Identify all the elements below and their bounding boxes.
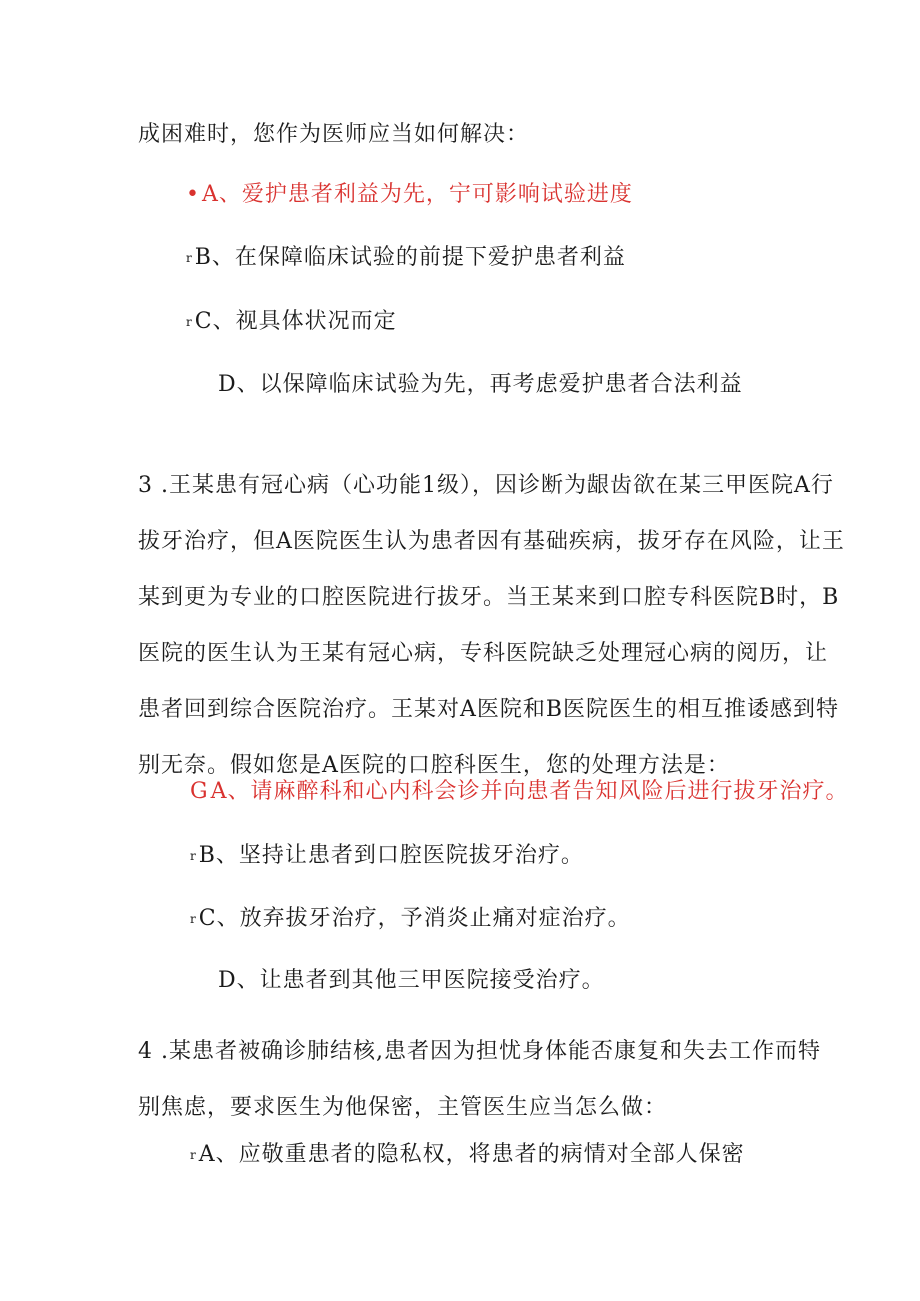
option-label: D、以保障临床试验为先，再考虑爱护患者合法利益 (218, 372, 743, 397)
q4-option-a[interactable] (190, 1140, 745, 1170)
option-label: A、应敬重患者的隐私权，将患者的病情对全部人保密 (198, 1142, 745, 1167)
q3-stem-line: 拔牙治疗，但A医院医生认为患者因有基础疾病，拔牙存在风险，让王 (138, 529, 845, 554)
q3-stem-line: 某到更为专业的口腔医院进行拔牙。当王某来到口腔专科医院B时，B (138, 585, 840, 610)
q3-option-d[interactable] (218, 966, 605, 996)
q3-option-a[interactable] (190, 777, 848, 807)
q4-stem-line: 别焦虑，要求医生为他保密，主管医生应当怎么做： (138, 1095, 668, 1120)
radio-unselected-icon: r (190, 1148, 197, 1162)
q3-stem-line: 别无奈。假如您是A医院的口腔科医生，您的处理方法是： (138, 753, 730, 778)
radio-unselected-icon: r (190, 849, 197, 863)
q2-option-b[interactable] (186, 243, 626, 273)
option-label: B、坚持让患者到口腔医院拔牙治疗。 (198, 843, 584, 868)
radio-selected-icon: G (190, 779, 209, 804)
radio-unselected-icon: r (186, 251, 193, 265)
radio-selected-icon: • (186, 182, 200, 207)
option-label: B、在保障临床试验的前提下爱护患者利益 (194, 245, 626, 270)
q3-option-c[interactable] (190, 904, 631, 934)
q2-option-a[interactable] (186, 180, 633, 210)
option-label: A、爱护患者利益为先，宁可影响试验进度 (201, 182, 633, 207)
radio-unselected-icon: r (186, 315, 193, 329)
option-label: C、放弃拔牙治疗，予消炎止痛对症治疗。 (198, 906, 631, 931)
q4-stem-line: 4 .某患者被确诊肺结核,患者因为担忧身体能否康复和失去工作而特 (138, 1039, 821, 1064)
q2-stem-tail: 成困难时，您作为医师应当如何解决： (138, 122, 530, 147)
q2-option-d[interactable] (218, 370, 743, 400)
radio-unselected-icon: r (190, 912, 197, 926)
option-label: A、请麻醉科和心内科会诊并向患者告知风险后进行拔牙治疗。 (210, 779, 849, 804)
q3-stem-line: 患者回到综合医院治疗。王某对A医院和B医院医生的相互推诿感到特 (138, 697, 840, 722)
q3-stem-line: 医院的医生认为王某有冠心病，专科医院缺乏处理冠心病的阅历，让 (138, 641, 829, 666)
q3-stem-line: 3 .王某患有冠心病（心功能1级），因诊断为龈齿欲在某三甲医院A行 (138, 473, 834, 498)
q2-option-c[interactable] (186, 307, 397, 337)
option-label: D、让患者到其他三甲医院接受治疗。 (218, 968, 605, 993)
q3-option-b[interactable] (190, 841, 584, 871)
option-label: C、视具体状况而定 (194, 309, 397, 334)
q4-stem (138, 1024, 821, 1136)
q3-stem (138, 458, 845, 794)
